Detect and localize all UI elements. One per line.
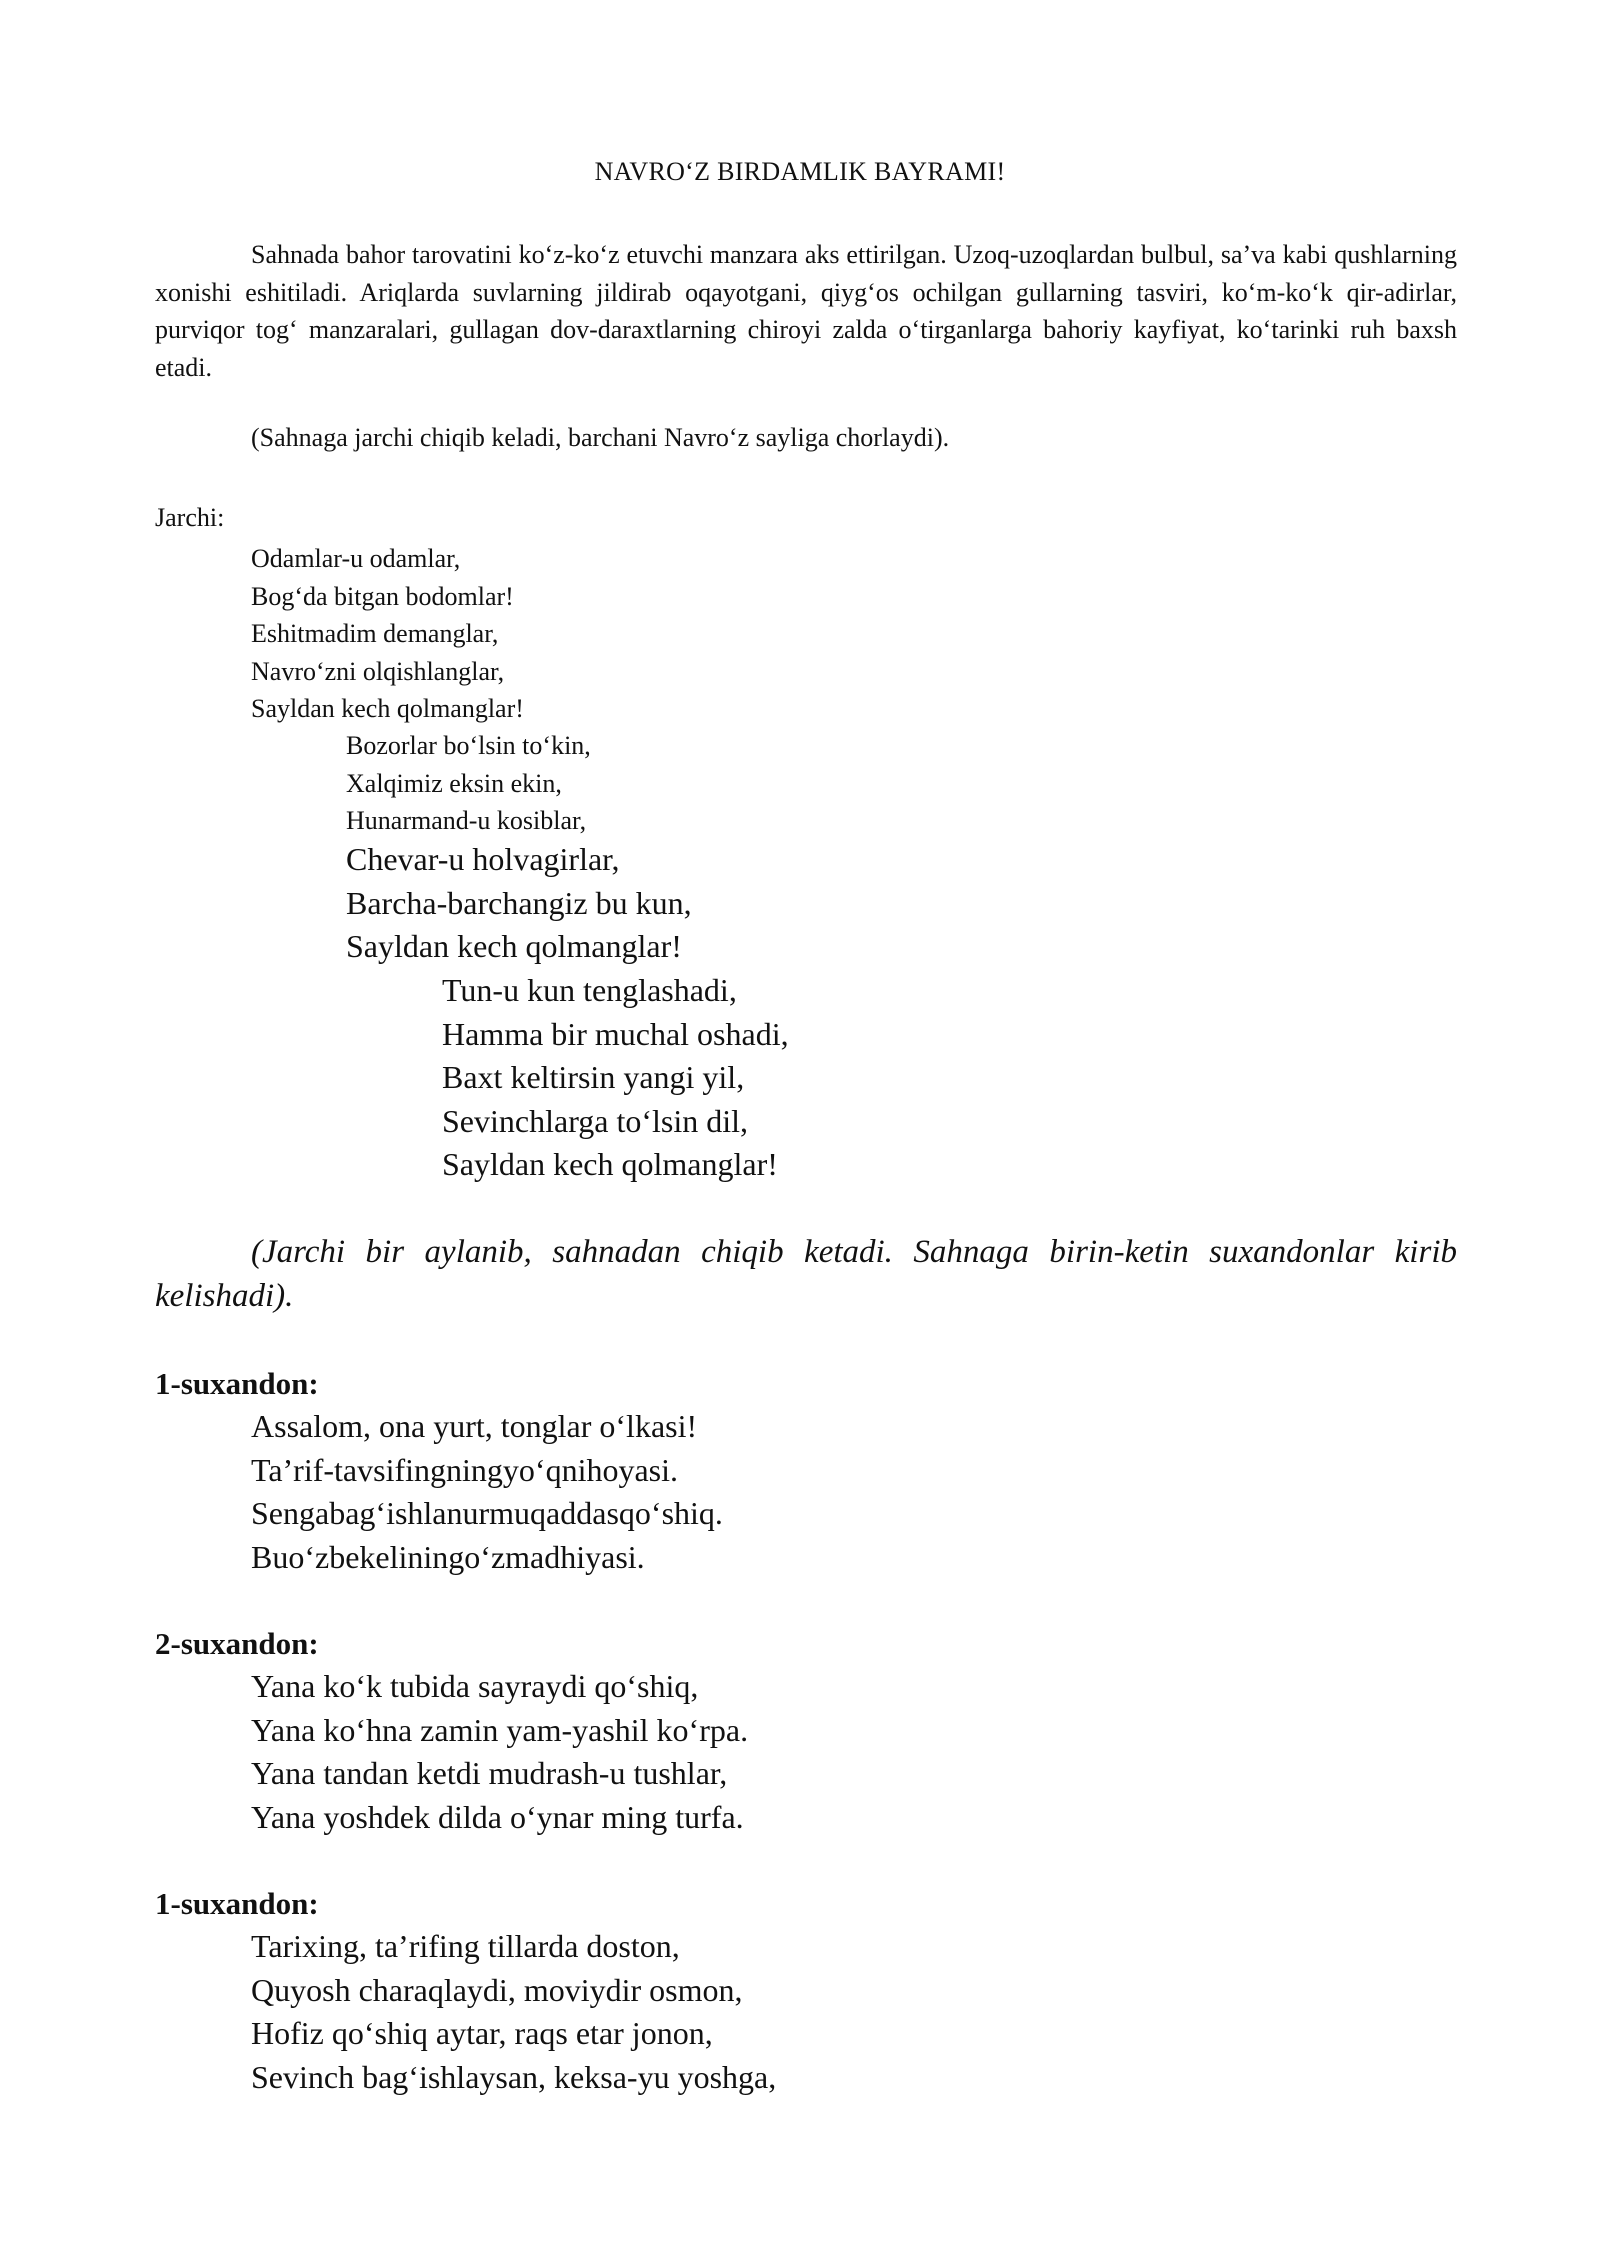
- verse-line: Tun-u kun tenglashadi,: [442, 972, 737, 1008]
- verse-line: Hofiz qo‘shiq aytar, raqs etar jonon,: [251, 2015, 713, 2051]
- speaker-suxandon-1: 1-suxandon:: [155, 1366, 319, 1401]
- verse-line: Buo‘zbekeliningo‘zmadhiyasi.: [251, 1538, 645, 1575]
- verse-line: Sayldan kech qolmanglar!: [442, 1146, 778, 1182]
- speaker-jarchi: Jarchi:: [155, 503, 225, 532]
- suxandon-1-second-stanza: [251, 1925, 776, 2099]
- verse-line: Assalom, ona yurt, tonglar o‘lkasi!: [251, 1408, 698, 1444]
- verse-line: Sevinchlarga to‘lsin dil,: [442, 1102, 749, 1139]
- verse-line: Sayldan kech qolmanglar!: [251, 694, 524, 723]
- verse-line: Quyosh charaqlaydi, moviydir osmon,: [251, 1971, 743, 2008]
- verse-line: Ta’rif-tavsifingningyo‘qnihoyasi.: [251, 1451, 678, 1488]
- stage-direction: (Sahnaga jarchi chiqib keladi, barchani Navro‘z sayliga chorlaydi).: [251, 423, 950, 452]
- verse-line: Xalqimiz eksin ekin,: [346, 768, 562, 798]
- verse-line: Yana ko‘k tubida sayraydi qo‘shiq,: [251, 1668, 699, 1704]
- verse-line: Yana tandan ketdi mudrash-u tushlar,: [251, 1755, 728, 1791]
- intro-paragraph: Sahnada bahor tarovatini ko‘z-ko‘z etuvchi manzara aks ettirilgan. Uzoq-uzoqlardan bulbul, sa’va kabi qushlarning xonishi eshitiladi. Ariqlarda suvlarning jildirab oqayotgani, qiyg‘os ochilgan gullarning tasviri, ko‘m-ko‘k qir-adirlar, purviqor tog‘ manzaralari, gullagan dov-daraxtlarning chiroyi zalda o‘tirganlarga bahoriy kayfiyat, ko‘tarinki ruh baxsh etadi.: [155, 240, 1457, 382]
- jarchi-stanza-2: [346, 727, 591, 840]
- speaker-suxandon-1-again: 1-suxandon:: [155, 1886, 319, 1921]
- verse-line: Hamma bir muchal oshadi,: [442, 1015, 789, 1052]
- speaker-suxandon-2: 2-suxandon:: [155, 1626, 319, 1661]
- verse-line: Odamlar-u odamlar,: [251, 544, 461, 573]
- page-title: NAVRO‘Z BIRDAMLIK BAYRAMI!: [594, 157, 1006, 186]
- suxandon-1-stanza: [251, 1405, 723, 1579]
- verse-line: Navro‘zni olqishlanglar,: [251, 656, 505, 686]
- verse-line: Chevar-u holvagirlar,: [346, 841, 620, 877]
- suxandon-2-stanza: [251, 1665, 748, 1839]
- verse-line: Eshitmadim demanglar,: [251, 619, 499, 648]
- verse-line: Yana ko‘hna zamin yam-yashil ko‘rpa.: [251, 1711, 749, 1748]
- jarchi-stanza-3: [346, 838, 692, 969]
- verse-line: Tarixing, ta’rifing tillarda doston,: [251, 1928, 680, 1964]
- verse-line: Yana yoshdek dilda o‘ynar ming turfa.: [251, 1798, 744, 1835]
- verse-line: Sengabag‘ishlanurmuqaddasqo‘shiq.: [251, 1495, 723, 1531]
- verse-line: Sevinch bag‘ishlaysan, keksa-yu yoshga,: [251, 2058, 777, 2095]
- jarchi-stanza-1: [251, 540, 524, 728]
- verse-line: Bozorlar bo‘lsin to‘kin,: [346, 731, 591, 760]
- verse-line: Sayldan kech qolmanglar!: [346, 928, 682, 964]
- verse-line: Barcha-barchangiz bu kun,: [346, 884, 692, 921]
- jarchi-stanza-4: [442, 969, 789, 1187]
- verse-line: Baxt keltirsin yangi yil,: [442, 1059, 745, 1095]
- verse-line: Hunarmand-u kosiblar,: [346, 806, 587, 835]
- italic-stage-note: (Jarchi bir aylanib, sahnadan chiqib ketadi. Sahnaga birin-ketin suxandonlar kirib kelishadi).: [155, 1234, 1457, 1314]
- verse-line: Bog‘da bitgan bodomlar!: [251, 581, 514, 611]
